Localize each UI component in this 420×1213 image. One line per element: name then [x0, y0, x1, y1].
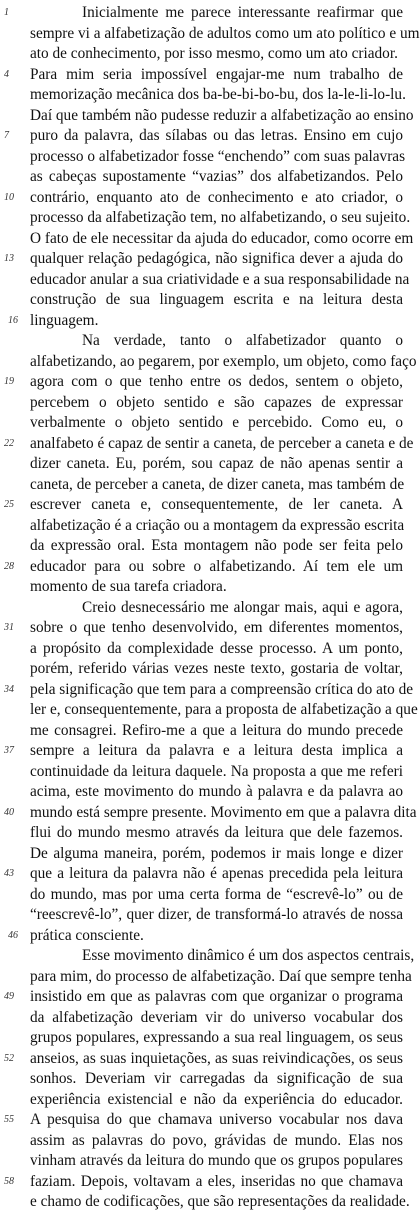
line-text: ler e, consequentemente, para a proposta de alfabetização a que — [30, 701, 418, 718]
text-line — [30, 44, 403, 65]
line-text: Esse movimento dinâmico é um dos aspectos centrais, — [82, 947, 415, 964]
text-line — [4, 803, 417, 824]
text-line — [4, 741, 403, 762]
line-text: dizer caneta. Eu, porém, sou capaz de não apenas sentir a — [30, 455, 403, 472]
line-number: 55 — [4, 1114, 14, 1125]
text-line — [30, 24, 420, 45]
text-line — [30, 1090, 403, 1111]
line-text: processo o alfabetizador fosse “enchendo” com suas palavras — [30, 147, 406, 165]
line-text: pela significação que tem para a compreensão crítica do ato de — [30, 680, 414, 698]
line-number: 31 — [4, 622, 14, 633]
text-line — [30, 1069, 403, 1090]
line-text: alfabetização é a criação ou a montagem da expressão escrita — [30, 516, 405, 534]
text-line — [30, 393, 403, 414]
line-text: vinham através da leitura do mundo que os grupos populares — [30, 1152, 403, 1169]
text-line — [4, 65, 403, 86]
text-line — [30, 905, 403, 926]
text-line — [4, 1049, 403, 1070]
text-line — [8, 926, 403, 947]
text-line — [30, 782, 403, 803]
line-text: grupos populares, expressando a sua real linguagem, os seus — [30, 1029, 403, 1046]
line-number: 52 — [4, 1052, 14, 1064]
text-line — [4, 864, 403, 885]
line-number: 49 — [4, 991, 14, 1002]
line-number: 19 — [4, 376, 14, 387]
text-line — [4, 126, 403, 147]
text-line — [30, 946, 415, 967]
text-line — [4, 618, 403, 639]
line-text: porém, referido várias vezes neste texto, gostaria de voltar, — [30, 660, 403, 677]
text-line — [30, 823, 403, 844]
text-line — [4, 3, 403, 24]
line-text: caneta, de perceber a caneta, de dizer caneta, mas também de — [30, 475, 405, 493]
text-line — [30, 352, 417, 373]
line-text: assim as palavras do povo, grávidas de mundo. Elas nos — [30, 1131, 403, 1149]
line-text: contrário, enquanto ato de conhecimento e ato criador, o — [30, 188, 403, 206]
line-text: Na verdade, tanto o alfabetizador quanto o — [82, 332, 403, 349]
text-line — [4, 434, 414, 455]
line-number: 46 — [8, 929, 18, 941]
line-text: sobre o que tenho desenvolvido, em diferentes momentos, — [30, 619, 403, 636]
text-line — [4, 557, 403, 578]
text-line — [4, 1110, 403, 1131]
line-text: educador para ou sobre o alfabetizando. Aí tem ele um — [30, 557, 403, 575]
text-line — [4, 1172, 403, 1193]
line-text: O fato de ele necessitar da ajuda do educador, como ocorre em — [30, 229, 414, 247]
line-number: 58 — [4, 1175, 14, 1187]
line-text: alfabetizando, ao pegarem, por exemplo, um objeto, como faço — [30, 352, 417, 370]
line-text: momento de sua tarefa criadora. — [30, 578, 227, 595]
line-text: para mim, do processo de alfabetização. Daí que sempre tenha — [30, 967, 412, 985]
line-text: as cabeças supostamente “vazias” dos alfabetizandos. Pelo — [30, 168, 403, 185]
text-line — [30, 208, 411, 229]
text-line — [30, 1151, 403, 1172]
line-text: Daí que também não pudesse reduzir a alfabetização ao ensino — [30, 106, 414, 124]
line-text: me consagrei. Refiro-me a que a leitura do mundo precede — [30, 721, 403, 739]
text-line — [30, 1131, 403, 1152]
line-text: prática consciente. — [30, 926, 144, 944]
line-text: processo da alfabetização tem, no alfabetizando, o seu sujeito. — [30, 209, 411, 226]
text-line — [30, 762, 403, 783]
line-text: e chamo de codificações, que são representações da realidade. — [30, 1193, 410, 1210]
text-line — [4, 987, 403, 1008]
text-line — [4, 249, 403, 270]
text-line — [30, 967, 412, 988]
text-line — [30, 721, 403, 742]
text-line — [30, 290, 403, 311]
text-line — [30, 229, 414, 250]
line-number: 40 — [4, 806, 14, 818]
line-number: 4 — [4, 68, 9, 80]
line-text: insistido em que as palavras com que organizar o programa — [30, 988, 403, 1005]
text-line — [4, 188, 403, 209]
line-number: 13 — [4, 253, 14, 264]
line-text: A pesquisa do que chamava universo vocabular nos dava — [30, 1111, 403, 1128]
text-line — [30, 659, 403, 680]
text-line — [4, 680, 414, 701]
line-text: anseios, as suas inquietações, as suas reivindicações, os seus — [30, 1049, 403, 1067]
text-line — [30, 598, 403, 619]
line-text: percebem o objeto sentido e são capazes de expressar — [30, 393, 403, 411]
text-line — [30, 639, 403, 660]
text-line — [30, 270, 410, 291]
line-text: puro da palavra, das sílabas ou das letras. Ensino em cujo — [30, 127, 403, 144]
line-text: memorização mecânica dos ba-be-bi-bo-bu, dos la-le-li-lo-lu. — [30, 86, 406, 103]
text-line — [30, 1192, 410, 1213]
line-text: acima, este movimento do mundo à palavra e da palavra ao — [30, 783, 403, 800]
line-text: experiência existencial e não da experiência do educador. — [30, 1090, 403, 1108]
line-number: 10 — [4, 191, 14, 203]
line-text: da expressão oral. Esta montagem não pode ser feita pelo — [30, 537, 403, 554]
text-line — [30, 147, 406, 168]
text-line — [30, 1028, 403, 1049]
line-text: Para mim seria impossível engajar-me num trabalho de — [30, 65, 403, 83]
line-text: sempre vi a alfabetização de adultos como um ato político e um — [30, 24, 420, 42]
line-text: De alguma maneira, porém, podemos ir mais longe e dizer — [30, 844, 403, 862]
line-number: 22 — [4, 437, 14, 449]
text-line — [30, 536, 403, 557]
line-text: educador anular a sua criatividade e a sua responsabilidade na — [30, 270, 410, 288]
text-line — [30, 331, 403, 352]
line-text: do mundo, mas por uma certa forma de “escrevê-lo” ou de — [30, 885, 403, 903]
text-line — [30, 1008, 403, 1029]
text-line — [30, 700, 418, 721]
line-number: 34 — [4, 683, 14, 695]
line-number: 16 — [8, 314, 18, 326]
line-text: flui do mundo mesmo através da leitura que dele fazemos. — [30, 824, 403, 841]
line-text: verbalmente o objeto sentido e percebido. Como eu, o — [30, 414, 403, 431]
line-text: mundo está sempre presente. Movimento em que a palavra dita — [30, 803, 417, 821]
line-text: ato de conhecimento, por isso mesmo, como um ato criador. — [30, 45, 398, 62]
line-number: 37 — [4, 745, 14, 756]
line-text: linguagem. — [30, 311, 99, 329]
line-text: a propósito da complexidade desse processo. A um ponto, — [30, 639, 403, 657]
line-number: 28 — [4, 560, 14, 572]
line-text: “reescrevê-lo”, quer dizer, de transformá-lo através de nossa — [30, 906, 403, 923]
line-text: sonhos. Deveriam vir carregadas da significação de sua — [30, 1070, 403, 1087]
text-line — [8, 311, 403, 332]
line-text: faziam. Depois, voltavam a eles, inseridas no que chamava — [30, 1172, 403, 1190]
line-number: 1 — [4, 7, 9, 18]
line-number: 7 — [4, 130, 9, 141]
text-line — [30, 106, 414, 127]
line-text: qualquer relação pedagógica, não significa dever a ajuda do — [30, 250, 403, 267]
line-text: que a leitura da palavra não é apenas precedida pela leitura — [30, 865, 403, 882]
text-line — [30, 577, 403, 598]
text-line — [4, 372, 403, 393]
text-line — [30, 844, 403, 865]
line-text: continuidade da leitura daquele. Na proposta a que me referi — [30, 762, 403, 780]
text-line — [30, 454, 403, 475]
line-number: 43 — [4, 868, 14, 879]
line-text: agora com o que tenho entre os dedos, sentem o objeto, — [30, 373, 403, 390]
text-line — [30, 516, 403, 537]
text-line — [30, 475, 403, 496]
line-number: 25 — [4, 499, 14, 510]
text-line — [30, 413, 403, 434]
line-text: analfabeto é capaz de sentir a caneta, de perceber a caneta e de — [30, 434, 414, 452]
line-text: da alfabetização deveriam vir do universo vocabular dos — [30, 1008, 403, 1026]
text-line — [30, 885, 403, 906]
line-text: sempre a leitura da palavra e a leitura desta implica a — [30, 742, 403, 759]
line-text: Inicialmente me parece interessante reafirmar que — [82, 4, 403, 21]
text-line — [30, 167, 403, 188]
line-text: construção de sua linguagem escrita e na leitura desta — [30, 291, 403, 308]
line-text: escrever caneta e, consequentemente, de ler caneta. A — [30, 496, 403, 513]
text-line — [30, 85, 406, 106]
line-text: Creio desnecessário me alongar mais, aqui e agora, — [82, 598, 403, 616]
text-line — [4, 495, 403, 516]
